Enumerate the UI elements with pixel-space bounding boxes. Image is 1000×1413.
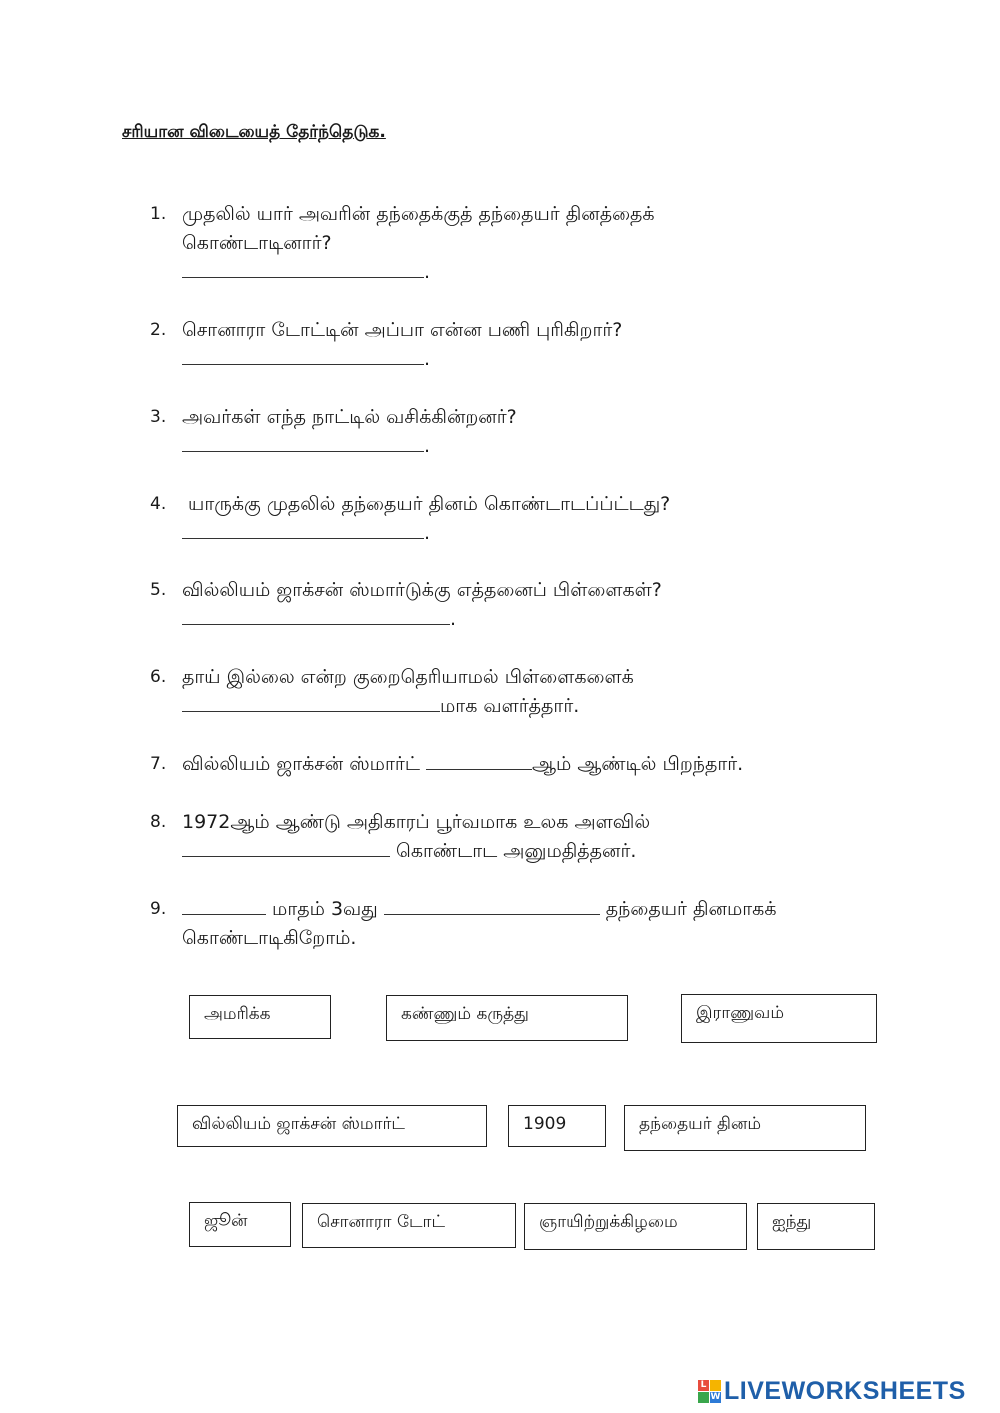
question-number: 4. (150, 494, 167, 514)
logo-mark-icon: L W (698, 1380, 721, 1403)
word-bank-item[interactable]: வில்லியம் ஜாக்சன் ஸ்மார்ட் (177, 1105, 487, 1147)
question-3: 3. அவர்கள் எந்த நாட்டில் வசிக்கின்றனர்? . (150, 403, 517, 461)
question-7 (150, 750, 743, 779)
question-number: 9. (150, 899, 167, 919)
word-bank-item[interactable]: இராணுவம் (681, 994, 877, 1043)
question-number: 8. (150, 812, 167, 832)
word-bank-item[interactable]: ஜூன் (189, 1202, 291, 1247)
answer-blank[interactable] (182, 896, 266, 915)
question-2: 2. சொனாரா டோட்டின் அப்பா என்ன பணி புரிகிறார்? . (150, 316, 622, 374)
question-text: 1972ஆம் ஆண்டு அதிகாரப் பூர்வமாக உலக அளவில் (182, 811, 651, 833)
answer-blank[interactable] (182, 259, 424, 278)
question-text: கொண்டாட அனுமதித்தனர். (390, 840, 637, 862)
word-bank-item[interactable]: கண்ணும் கருத்து (386, 995, 628, 1041)
question-9 (150, 895, 776, 953)
answer-blank[interactable] (426, 751, 532, 770)
answer-blank[interactable] (182, 606, 450, 625)
question-text: அவர்கள் எந்த நாட்டில் வசிக்கின்றனர்? (182, 406, 517, 428)
question-text: தந்தையர் தினமாகக் (599, 898, 777, 920)
question-text: தாய் இல்லை என்ற குறைதெரியாமல் பிள்ளைகளைக் (182, 666, 634, 688)
question-1: 1. முதலில் யார் அவரின் தந்தைக்குத் தந்தையர் தினத்தைக் கொண்டாடினார்? . (150, 200, 655, 287)
question-8 (150, 808, 650, 866)
question-text: கொண்டாடினார்? (182, 232, 332, 254)
word-bank-item[interactable]: ஞாயிற்றுக்கிழமை (524, 1203, 747, 1250)
question-4: 4. யாருக்கு முதலில் தந்தையர் தினம் கொண்டாடப்ப்ட்டது? . (150, 490, 670, 548)
question-number: 2. (150, 320, 167, 340)
question-number: 6. (150, 667, 167, 687)
question-text: மாதம் 3வது (266, 898, 384, 920)
question-5: 5. வில்லியம் ஜாக்சன் ஸ்மார்டுக்கு எத்தனைப் பிள்ளைகள்? . (150, 576, 662, 634)
liveworksheets-logo[interactable] (698, 1376, 966, 1406)
question-text: மாக வளர்த்தார். (440, 695, 580, 717)
answer-blank[interactable] (182, 693, 440, 712)
answer-blank[interactable] (182, 433, 424, 452)
word-bank-item[interactable]: 1909 (508, 1105, 606, 1147)
question-text: ஆம் ஆண்டில் பிறந்தார். (532, 753, 744, 775)
answer-blank[interactable] (182, 520, 424, 539)
question-number: 7. (150, 754, 167, 774)
question-text: வில்லியம் ஜாக்சன் ஸ்மார்டுக்கு எத்தனைப் பிள்ளைகள்? (182, 579, 662, 601)
question-number: 3. (150, 407, 167, 427)
question-text: வில்லியம் ஜாக்சன் ஸ்மார்ட் (182, 753, 426, 775)
answer-blank[interactable] (384, 896, 600, 915)
question-number: 5. (150, 580, 167, 600)
word-bank-item[interactable]: தந்தையர் தினம் (624, 1105, 866, 1151)
question-text: முதலில் யார் அவரின் தந்தைக்குத் தந்தையர் தினத்தைக் (182, 203, 655, 225)
word-bank-item[interactable]: ஐந்து (757, 1203, 875, 1250)
question-text: சொனாரா டோட்டின் அப்பா என்ன பணி புரிகிறார்? (182, 319, 623, 341)
question-6 (150, 663, 634, 721)
word-bank-item[interactable]: சொனாரா டோட் (302, 1203, 516, 1248)
question-number: 1. (150, 204, 167, 224)
answer-blank[interactable] (182, 838, 390, 857)
word-bank-item[interactable]: அமரிக்க (189, 995, 331, 1039)
question-text: யாருக்கு முதலில் தந்தையர் தினம் கொண்டாடப்ப்ட்டது? (182, 493, 671, 515)
logo-text: LIVEWORKSHEETS (724, 1376, 966, 1405)
answer-blank[interactable] (182, 346, 424, 365)
question-text: கொண்டாடிகிறோம். (182, 927, 357, 949)
worksheet-title: சரியான விடையைத் தேர்ந்தெடுக. (122, 122, 386, 142)
